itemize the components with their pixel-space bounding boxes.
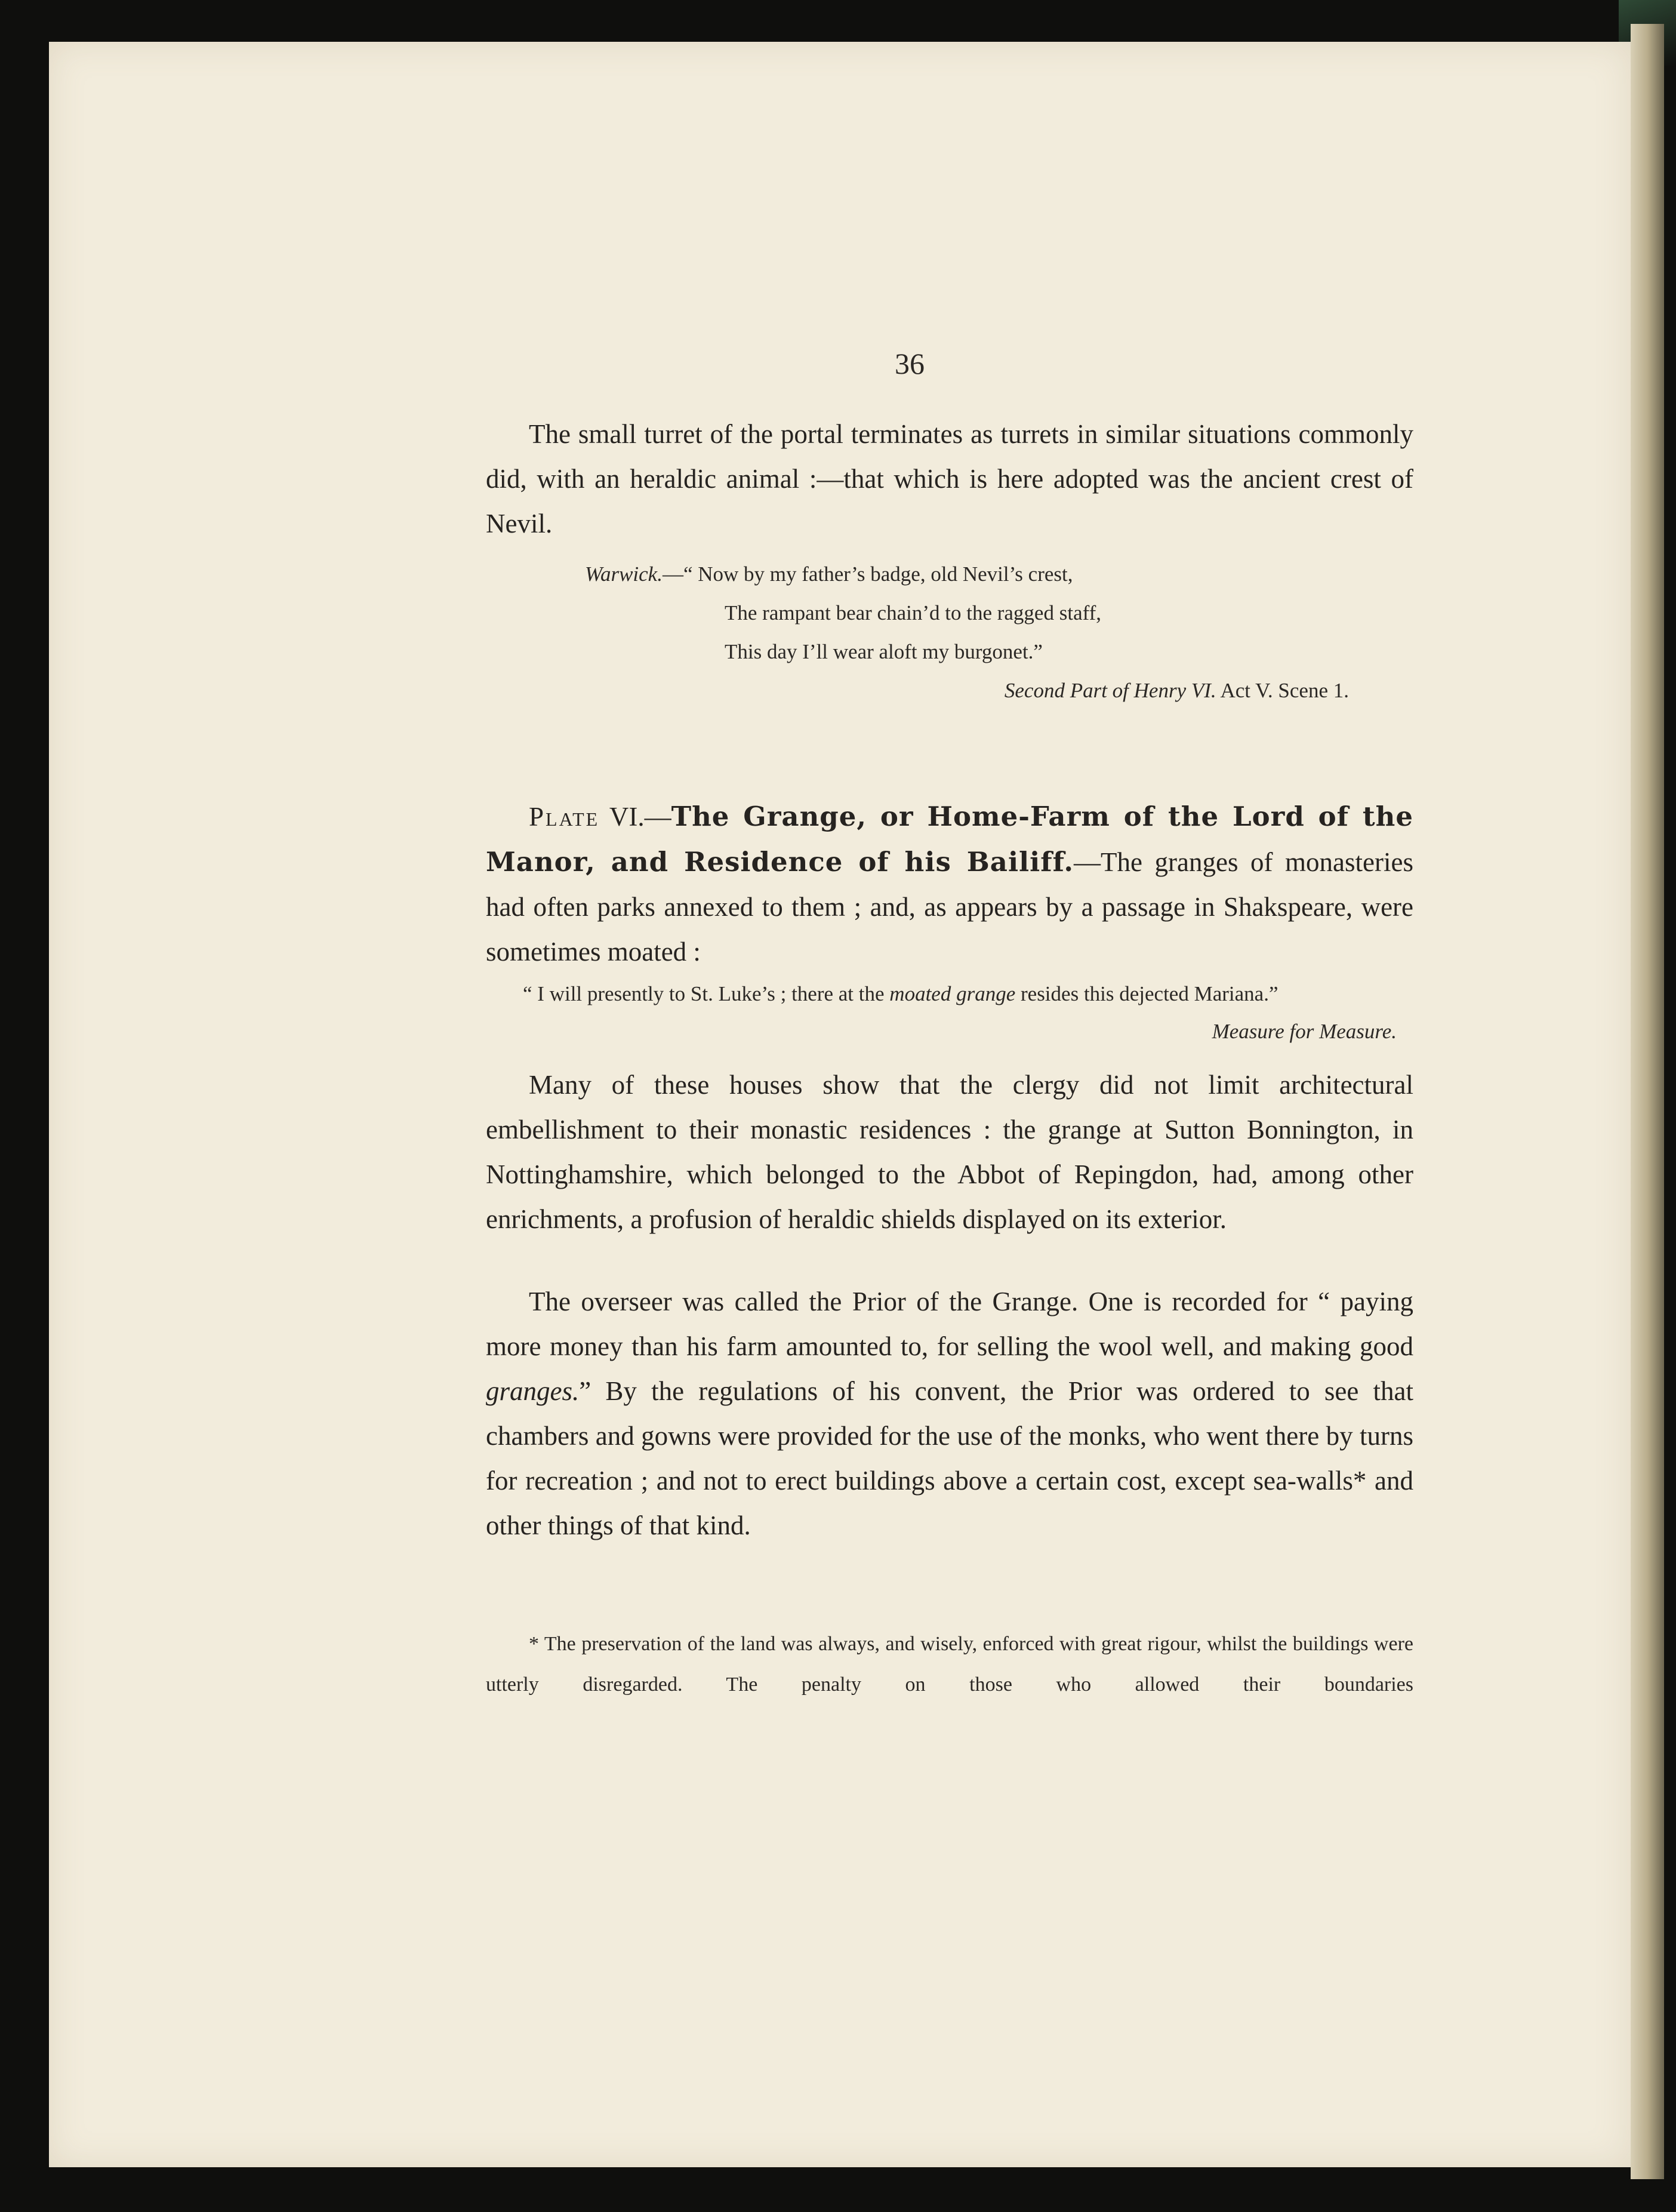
paragraph-houses: [486, 1063, 1413, 1242]
quote-measure-italic: moated grange: [889, 982, 1016, 1005]
plate-label: Plate: [529, 802, 600, 832]
plate-title-blackletter: The Grange, or Home-Farm of the Lord of the: [671, 801, 1413, 832]
quote-measure-source: Measure for Measure.: [1212, 1020, 1397, 1043]
paragraph-plate-text: [486, 794, 1413, 974]
paragraph-turret-text: The small turret of the portal terminates as turrets in similar situations commonly did, with an heraldic animal :—that which is here adopted was the ancient crest of Nevil.: [486, 419, 1413, 539]
page-fore-edge: [1631, 24, 1664, 2179]
quote-measure-after: resides this dejected Mariana.”: [1021, 982, 1278, 1005]
plate-text: —The granges of monasteries had often parks annexed to them ; and, as appears by a passage in Shakspeare, were sometimes moated :: [486, 847, 1413, 967]
paragraph-turret: [486, 412, 1413, 546]
quote-warwick-line-1: [585, 562, 1073, 586]
quote-line-3: This day I’ll wear aloft my burgonet.”: [725, 640, 1043, 663]
citation-act: Act V. Scene 1.: [1220, 679, 1349, 702]
quote-measure-before: “ I will presently to St. Luke’s ; there at the: [523, 982, 885, 1005]
quote-measure: [523, 982, 1278, 1006]
plate-title-blackletter-2: Manor, and Residence of his Bailiff.: [486, 846, 1074, 878]
overseer-text-2: ” By the regulations of his convent, the Prior was ordered to see that chambers and gowns were provided for the use of the monks, who went there by turns for recreation ; and not to erect buildings above a certain cost, except sea-walls* and other things of that kind.: [486, 1376, 1413, 1540]
quote-dash: —“: [662, 562, 693, 586]
quote-line-1: Now by my father’s badge, old Nevil’s crest,: [698, 562, 1073, 586]
paragraph-overseer-text: [486, 1279, 1413, 1548]
overseer-text-1: The overseer was called the Prior of the Grange. One is recorded for “ paying more money than his farm amounted to, for selling the wool well, and making good: [486, 1287, 1413, 1361]
quote-speaker: Warwick.: [585, 562, 663, 586]
footnote: [486, 1624, 1413, 1705]
overseer-italic: granges.: [486, 1376, 580, 1406]
paragraph-plate: [486, 794, 1413, 974]
page-number: 36: [895, 347, 925, 380]
quote-citation: [1005, 679, 1349, 703]
citation-title: Second Part of Henry VI.: [1004, 679, 1216, 702]
paragraph-overseer: [486, 1279, 1413, 1548]
plate-number: VI.—: [609, 802, 671, 832]
footnote-text: * The preservation of the land was always, and wisely, enforced with great rigour, whilst the buildings were utterly disregarded. The penalty on those who allowed their boundaries: [486, 1633, 1413, 1696]
quote-line-2: The rampant bear chain’d to the ragged staff,: [725, 601, 1102, 624]
paragraph-houses-text: Many of these houses show that the clergy did not limit architectural embellishment to their monastic residences : the grange at Sutton Bonnington, in Nottinghamshire, which belonged to the Abbot of Repingdon, had, among other enrichments, a profusion of heraldic shields displayed on its exterior.: [486, 1070, 1413, 1234]
